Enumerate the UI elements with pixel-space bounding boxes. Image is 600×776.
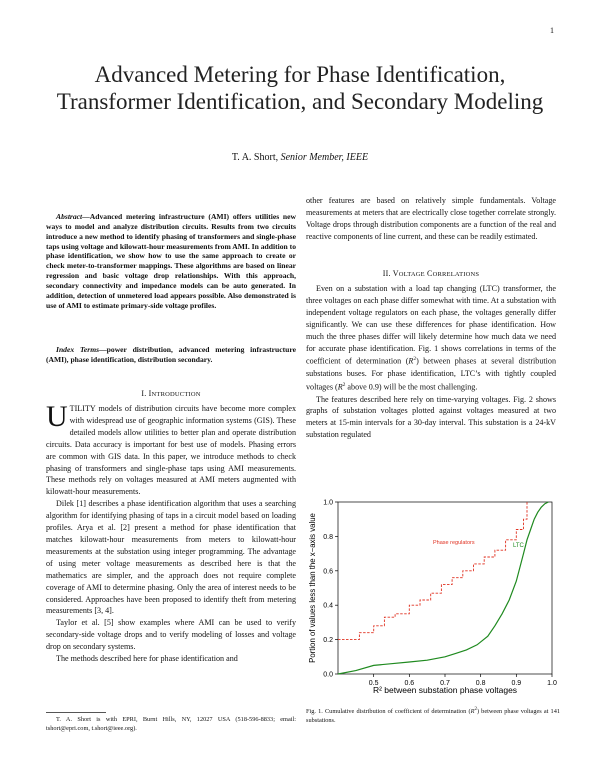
y-tick-label: 1.0 — [323, 499, 333, 507]
y-tick-label: 0.4 — [323, 602, 333, 610]
x-tick-label: 0.5 — [368, 680, 379, 687]
r2-cdf-chart — [300, 490, 562, 702]
section-heading-voltage-correlations: II. VOLTAGE CORRELATIONS — [382, 269, 480, 278]
y-tick-label: 0.2 — [323, 637, 333, 645]
intro-paragraph-2: Dilek [1] describes a phase identification algorithm that uses a searching algorithm for identifying phasing of taps in a circuit model based on loading profiles. Arya et al. [2] present a method for phase identification that matches kilowatt-hour measurements from meters to kilowatt-hour measurements at the substation using integer programming. The advantage of using meter voltage measurements as described here is that the mathematics are simpler, and the approach does not require complete coverage of AMI to determine phasing. Only the area of interest needs to be considered. Approaches have been proposed to identify theft from metering measurements [3, 4]. — [46, 499, 296, 616]
author-name: T. A. Short, — [231, 152, 279, 163]
index-terms — [46, 345, 296, 365]
voltage-correlations-body — [306, 283, 556, 441]
y-tick-label: 0.6 — [323, 568, 333, 576]
author-role: Senior Member, IEEE — [280, 152, 369, 163]
author-line — [40, 152, 560, 163]
x-tick-label: 0.9 — [511, 680, 522, 687]
annotation-ltc: LTC — [513, 543, 524, 549]
series-line-ltc — [338, 502, 548, 674]
x-axis-label: R² between substation phase voltages — [372, 685, 518, 695]
abstract — [46, 212, 296, 310]
x-tick-label: 1.0 — [547, 680, 557, 687]
y-tick-label: 0.0 — [323, 671, 333, 679]
introduction-body — [46, 400, 296, 665]
figure-caption: Fig. 1. Cumulative distribution of coefficient of determination $(R^2)$ between phase voltages at 141 substations. — [306, 707, 561, 724]
x-tick-label: 0.8 — [475, 680, 486, 687]
col2-intro-paragraph: other features are based on relatively simple fundamentals. Voltage measurements at meters that are electrically close together correlate strongly. Voltage drops through distribution components are a function of the real and reactive components of line current, and these can be readily estimated. — [306, 196, 556, 241]
section-heading-introduction: I. INTRODUCTION — [141, 389, 201, 398]
intro-paragraph-3: Taylor et al. [5] show examples where AMI can be used to verify secondary-side voltage drops and to verify modeling of losses and voltage drop on secondary systems. — [46, 618, 296, 652]
intro-paragraph-1: UTILITY models of distribution circuits have become more complex with widespread use of geographic information systems (GIS). These detailed models allow utilities to better plan and operate distribution circuits. Data accuracy is important for best use of models. Phasing errors are common with GIS data. In this paper, we introduce methods to check phasing of transformers and single-phase taps using AMI measurements. These methods rely on voltages measured at AMI meters augmented with kilowatt-hour measurements. — [46, 400, 296, 497]
drop-cap: U — [46, 400, 68, 433]
vc-paragraph-2: The features described here rely on time-varying voltages. Fig. 2 shows graphs of substation voltages plotted against voltages measured at two meters at 15-min intervals for a 30-day interval. This substation is a 24-kV substation regulated — [306, 394, 556, 440]
x-tick-label: 0.6 — [404, 680, 415, 687]
annotation-phase-regulators: Phase regulators — [433, 540, 475, 546]
index-terms-text: —power distribution, advanced metering infrastructure (AMI), phase identification, distribution secondary. — [46, 345, 297, 364]
vc-paragraph-1: Even on a substation with a load tap changing (LTC) transformer, the three voltages on each phase differ somewhat with time. At a substation with independent voltage regulators on each phase, the voltages generally differ significantly. We can use these differences for phase identification. How much the three phases differ will likely determine how much data we need for accurate phase identification. Fig. 1 shows correlations in terms of the coefficient of determination $(R^2)$ between phases at several distribution substations buses. For phase identification, LTC’s with tightly coupled voltages ($R^2$ above 0.9) will be the most challenging. — [306, 284, 556, 392]
paper-title: Advanced Metering for Phase Identification, Transformer Identification, and Secondary Modeling — [56, 62, 544, 114]
index-terms-label: Index Terms — [56, 345, 100, 354]
y-tick-label: 0.8 — [323, 533, 333, 541]
y-axis-label: Portion of values less than the x−axis value — [308, 513, 317, 663]
x-tick-label: 0.7 — [440, 680, 450, 687]
intro-paragraph-4: The methods described here for phase identification and — [56, 654, 238, 664]
abstract-text: —Advanced metering infrastructure (AMI) offers utilities new ways to model and analyze distribution circuits. Results from two circuits introduce a new method to identify phasing of transformers and single-phase taps using voltage and kilowatt-hour measurements from AMI. In addition to phase identification, we show how to use the same approach to create or check meter-to-transformer mappings. These algorithms are based on linear regression and basic voltage drop relationships. With this approach, secondary connectivity and impedance models can be auto generated. In addition, detection of unmetered load appears possible. Also demonstrated is use of AMI to estimate primary-side voltage profiles. — [46, 212, 296, 310]
footnote-rule — [46, 712, 106, 713]
page-number: 1 — [550, 26, 554, 35]
abstract-label: Abstract — [56, 212, 83, 221]
plot-frame — [338, 502, 552, 674]
footnote: T. A. Short is with EPRI, Burnt Hills, NY, 12027 USA (518-596-8833; email: tshort@epri.com, t.short@ieee.org). — [46, 716, 296, 732]
